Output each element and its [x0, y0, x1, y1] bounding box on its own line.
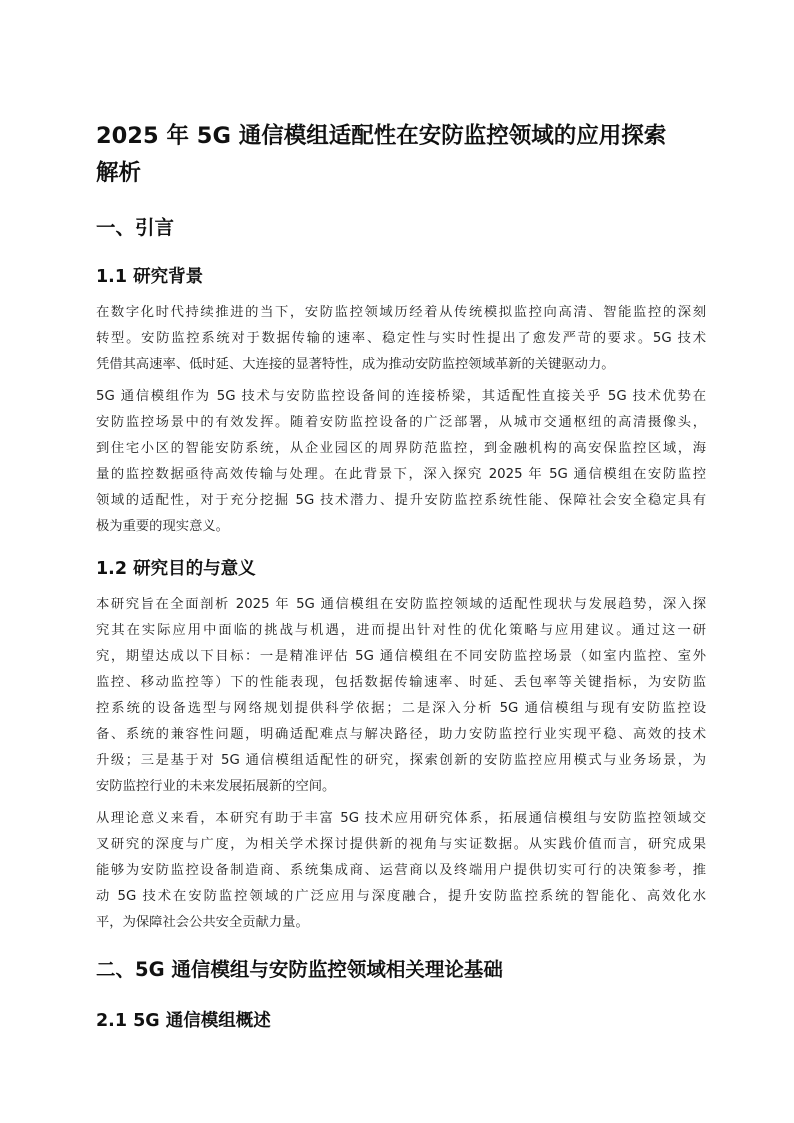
text-line: 到住宅小区的智能安防系统，从企业园区的周界防范监控，到金融机构的高安保监控区域，海 — [96, 441, 706, 456]
text-line: 本研究旨在全面剖析 2025 年 5G 通信模组在安防监控领域的适配性现状与发展趋势，深入探 — [96, 597, 706, 612]
text-line: 从理论意义来看，本研究有助于丰富 5G 技术应用研究体系，拓展通信模组与安防监控领域交 — [96, 811, 706, 826]
text-line: 备、系统的兼容性问题，明确适配难点与解决路径，助力安防监控行业实现平稳、高效的技术 — [96, 727, 706, 742]
text-line: 平，为保障社会公共安全贡献力量。 — [96, 915, 309, 930]
text-line: 量的监控数据亟待高效传输与处理。在此背景下，深入探究 2025 年 5G 通信模组在安防监控 — [96, 467, 706, 482]
paragraph-background-2 — [96, 384, 706, 540]
text-line: 升级；三是基于对 5G 通信模组适配性的研究，探索创新的安防监控应用模式与业务场景，为 — [96, 753, 706, 768]
text-line: 在数字化时代持续推进的当下，安防监控领域历经着从传统模拟监控向高清、智能监控的深刻 — [96, 305, 706, 320]
subsection-heading-research-purpose: 1.2 研究目的与意义 — [96, 559, 256, 579]
text-line: 控系统的设备选型与网络规划提供科学依据；二是深入分析 5G 通信模组与现有安防监控设 — [96, 701, 706, 716]
paragraph-purpose-1 — [96, 592, 706, 800]
section-heading-theory: 二、5G 通信模组与安防监控领域相关理论基础 — [96, 958, 503, 981]
text-line: 叉研究的深度与广度，为相关学术探讨提供新的视角与实证数据。从实践价值而言，研究成果 — [96, 837, 706, 852]
text-line: 动 5G 技术在安防监控领域的广泛应用与深度融合，提升安防监控系统的智能化、高效化水 — [96, 889, 706, 904]
paragraph-background-1 — [96, 300, 706, 378]
text-line: 安防监控场景中的有效发挥。随着安防监控设备的广泛部署，从城市交通枢纽的高清摄像头， — [96, 415, 706, 430]
text-line: 极为重要的现实意义。 — [96, 519, 229, 534]
paragraph-purpose-2 — [96, 806, 706, 936]
subsection-heading-research-background: 1.1 研究背景 — [96, 267, 204, 287]
title-line: 解析 — [96, 160, 142, 186]
text-line: 究，期望达成以下目标：一是精准评估 5G 通信模组在不同安防监控场景（如室内监控、室外 — [96, 649, 706, 664]
subsection-heading-5g-module-overview: 2.1 5G 通信模组概述 — [96, 1011, 271, 1031]
text-line: 转型。安防监控系统对于数据传输的速率、稳定性与实时性提出了愈发严苛的要求。5G 技术 — [96, 331, 706, 346]
title-line: 2025 年 5G 通信模组适配性在安防监控领域的应用探索 — [96, 123, 667, 149]
text-line: 领域的适配性，对于充分挖掘 5G 技术潜力、提升安防监控系统性能、保障社会安全稳定具有 — [96, 493, 706, 508]
text-line: 安防监控行业的未来发展拓展新的空间。 — [96, 779, 336, 794]
text-line: 监控、移动监控等）下的性能表现，包括数据传输速率、时延、丢包率等关键指标，为安防监 — [96, 675, 706, 690]
text-line: 5G 通信模组作为 5G 技术与安防监控设备间的连接桥梁，其适配性直接关乎 5G 技术优势在 — [96, 389, 706, 404]
document-body — [96, 118, 706, 1034]
document-title — [96, 118, 706, 192]
text-line: 究其在实际应用中面临的挑战与机遇，进而提出针对性的优化策略与应用建议。通过这一研 — [96, 623, 706, 638]
section-heading-introduction: 一、引言 — [96, 216, 175, 239]
text-line: 能够为安防监控设备制造商、系统集成商、运营商以及终端用户提供切实可行的决策参考，推 — [96, 863, 706, 878]
text-line: 凭借其高速率、低时延、大连接的显著特性，成为推动安防监控领域革新的关键驱动力。 — [96, 357, 615, 372]
